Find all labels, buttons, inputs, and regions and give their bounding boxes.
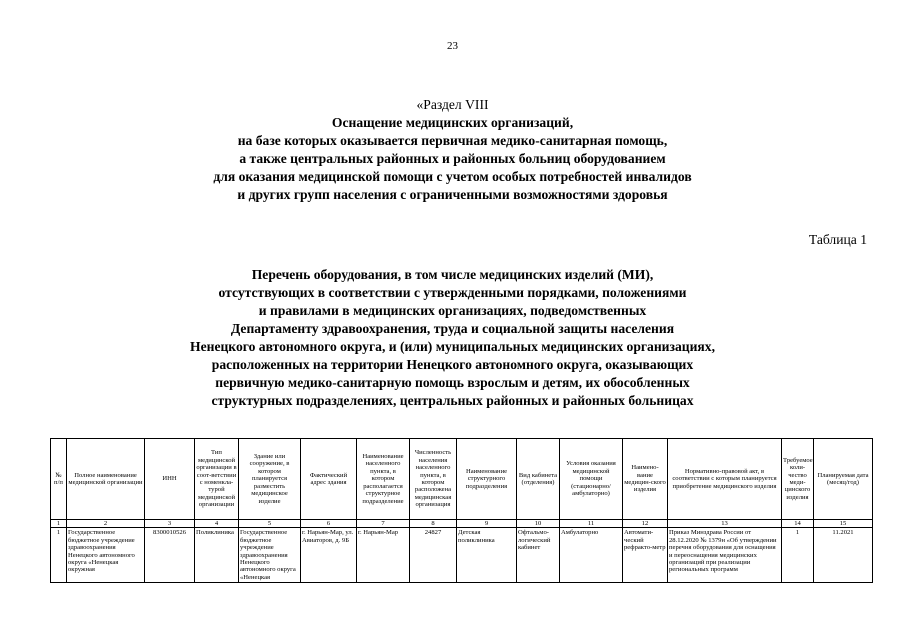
column-header: Здание или сооружение, в котором планируется разместить медицинское изделие [239,439,301,520]
column-header: Наименование населенного пункта, в котором располагается структурное подразделение [357,439,410,520]
column-number: 13 [668,520,782,528]
table-cell: 11.2021 [814,528,873,583]
column-header: Условия оказания медицинской помощи (стационарно/ амбулаторно) [560,439,623,520]
table-label: Таблица 1 [808,232,867,247]
table-cell: 8300010526 [145,528,195,583]
column-header: Вид кабинета (отделения) [517,439,560,520]
list-title-line: Департаменту здравоохранения, труда и социальной защиты населения [230,321,675,336]
table-cell: Детская поликлиника [457,528,517,583]
column-header: Наимено-вание медицин-ского изделия [623,439,668,520]
column-number: 14 [782,520,814,528]
column-number: 8 [410,520,457,528]
table-cell: 1 [51,528,67,583]
column-header: № п/п [51,439,67,520]
column-number: 1 [51,520,67,528]
column-number: 12 [623,520,668,528]
section-title-line: Оснащение медицинских организаций, [331,115,574,130]
table-cell: Автомати-ческий рефракто-метр [623,528,668,583]
list-title [0,266,905,410]
list-title-line: структурных подразделениях, центральных районных и районных больницах [211,393,694,408]
list-title-line: первичную медико-санитарную помощь взрослым и детям, их обособленных [215,375,690,390]
page-number: 23 [447,40,458,52]
list-title-line: Ненецкого автономного округа, и (или) муниципальных медицинских организациях, [190,339,715,354]
table-cell: 24827 [410,528,457,583]
column-header: Фактический адрес здания [301,439,357,520]
column-number: 2 [67,520,145,528]
column-number: 10 [517,520,560,528]
column-number: 15 [814,520,873,528]
table-cell: г. Нарьян-Мар, ул. Авиаторов, д. 9Б [301,528,357,583]
column-number: 3 [145,520,195,528]
column-number: 9 [457,520,517,528]
table-cell: Государственное бюджетное учреждение здравоохранения Ненецкого автономного округа «Ненецкая окружная [67,528,145,583]
table-header-row [51,439,873,520]
section-title-line: а также центральных районных и районных больниц оборудованием [239,151,666,166]
table-cell: Амбулаторно [560,528,623,583]
column-header: Полное наименование медицинской организации [67,439,145,520]
section-label: «Раздел VIII [416,97,489,112]
column-number: 11 [560,520,623,528]
list-title-line: расположенных на территории Ненецкого автономного округа, оказывающих [211,357,694,372]
column-number: 5 [239,520,301,528]
column-header: ИНН [145,439,195,520]
table-cell: Государственное бюджетное учреждение здравоохранения Ненецкого автономного округа «Ненецкая [239,528,301,583]
column-number: 4 [195,520,239,528]
column-number: 7 [357,520,410,528]
column-header: Требуемое коли-чество меди-цинского изделия [782,439,814,520]
column-header: Численность населения населенного пункта, в котором расположена медицинская организация [410,439,457,520]
section-title-line: для оказания медицинской помощи с учетом особых потребностей инвалидов [213,169,692,184]
list-title-line: Перечень оборудования, в том числе медицинских изделий (МИ), [251,267,654,282]
column-header: Нормативно-правовой акт, в соответствии с которым планируется приобретение медицинского изделия [668,439,782,520]
column-header: Тип медицинской организации в соот-ветствии с номенкла-турой медицинской организации [195,439,239,520]
column-header: Планируемая дата (месяц/год) [814,439,873,520]
equipment-table [50,438,873,583]
section-heading [0,96,905,204]
column-number: 6 [301,520,357,528]
column-header: Наименование структурного подразделения [457,439,517,520]
table-cell: Поликлиника [195,528,239,583]
table-cell: Приказ Минздрава России от 28.12.2020 № 1379н «Об утверждении перечня оборудования для оснащения и переоснащения медицинских организаций при реализации региональных программ [668,528,782,583]
list-title-line: отсутствующих в соответствии с утвержденными порядками, положениями [218,285,687,300]
table-cell: г. Нарьян-Мар [357,528,410,583]
section-title-line: и других групп населения с ограниченными возможностями здоровья [237,187,668,202]
table-cell: Офтальмо-логический кабинет [517,528,560,583]
table-cell: 1 [782,528,814,583]
column-number-row [51,520,873,528]
list-title-line: и правилами в медицинских организациях, подведомственных [258,303,647,318]
section-title-line: на базе которых оказывается первичная медико-санитарная помощь, [237,133,668,148]
table-row [51,528,873,583]
